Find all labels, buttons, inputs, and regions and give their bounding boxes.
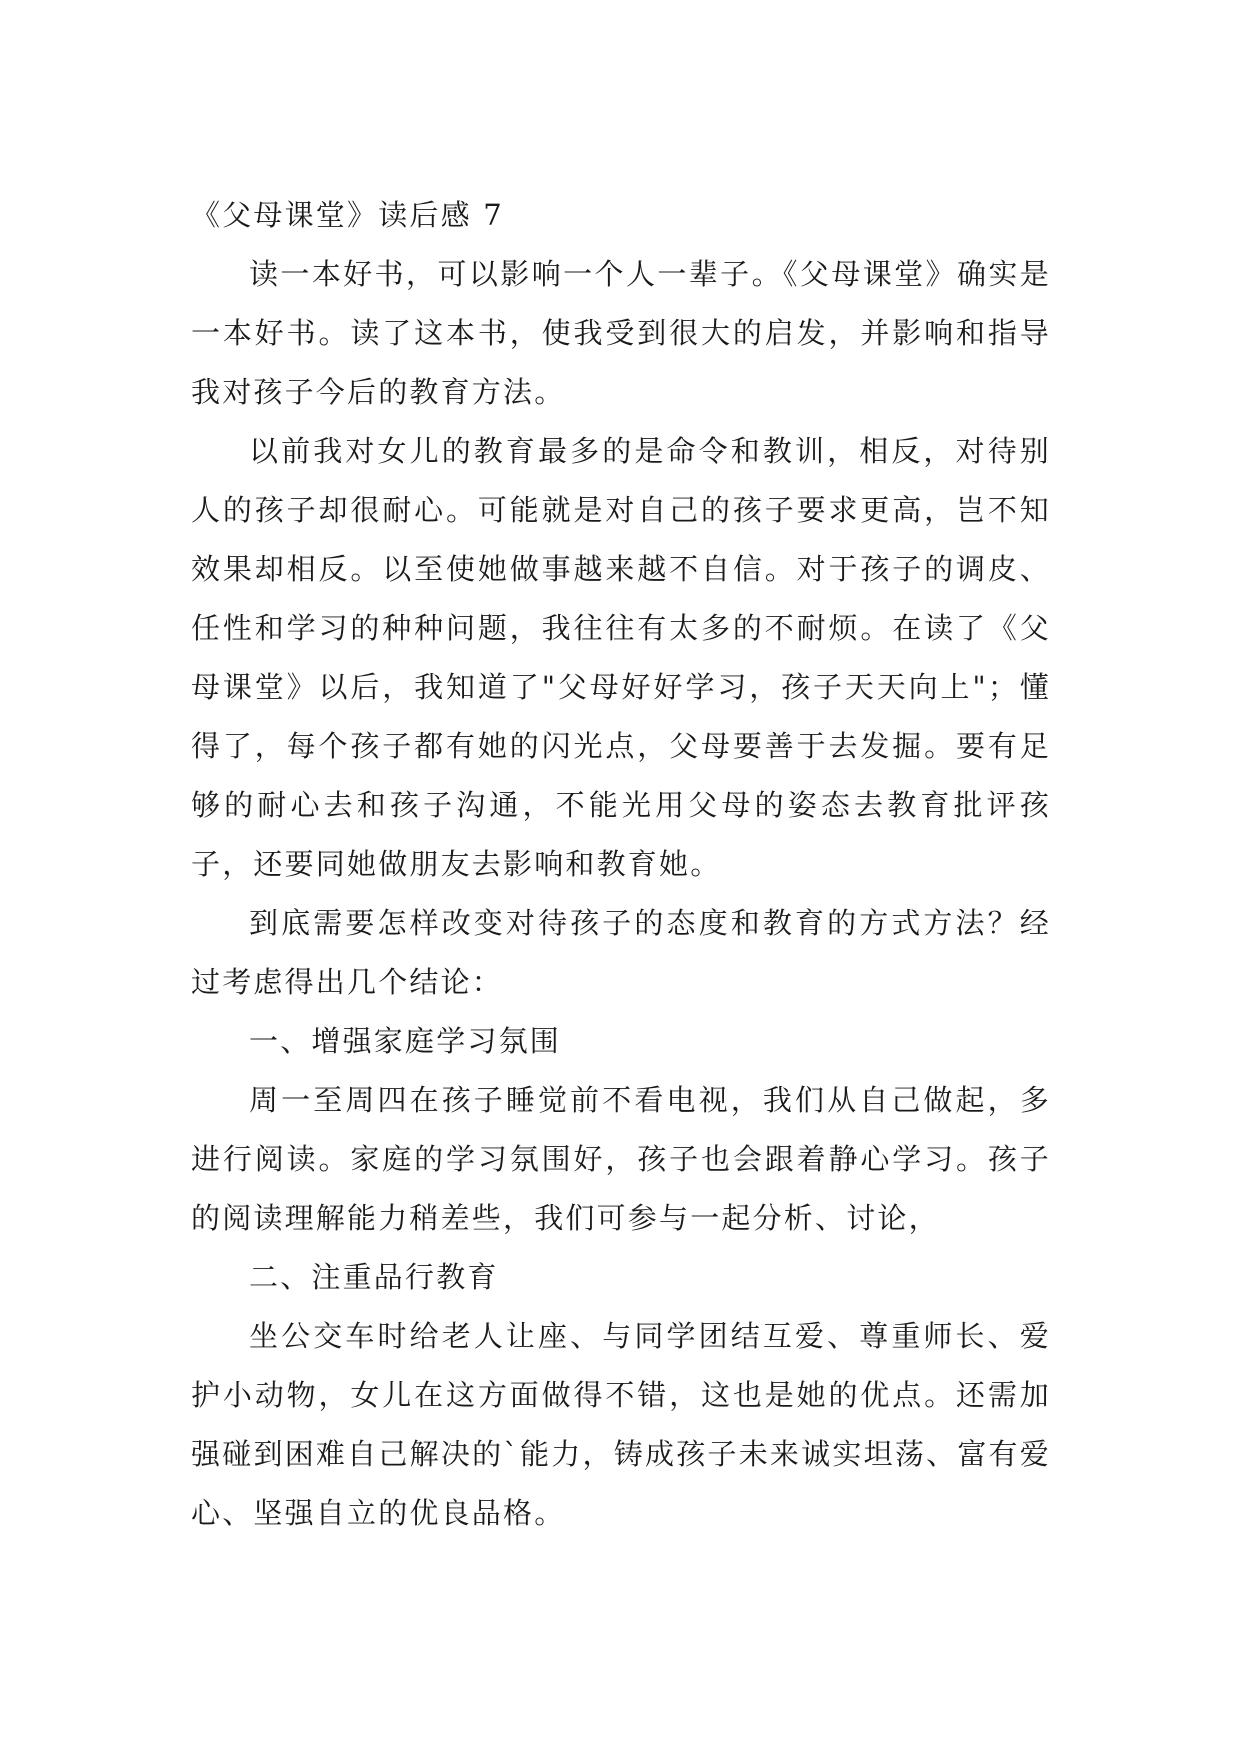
paragraph-reflection: 以前我对女儿的教育最多的是命令和教训，相反，对待别人的孩子却很耐心。可能就是对自己的孩子要求更高，岂不知效果却相反。以至使她做事越来越不自信。对于孩子的调皮、任性和学习的种种问题，我往往有太多的不耐烦。在读了《父母课堂》以后，我知道了"父母好好学习，孩子天天向上"；懂得了，每个孩子都有她的闪光点，父母要善于去发掘。要有足够的耐心去和孩子沟通，不能光用父母的姿态去教育批评孩子，还要同她做朋友去影响和教育她。 xyxy=(191,434,1051,881)
paragraph-section-1: 周一至周四在孩子睡觉前不看电视，我们从自己做起，多进行阅读。家庭的学习氛围好，孩子也会跟着静心学习。孩子的阅读理解能力稍差些，我们可参与一起分析、讨论， xyxy=(191,1083,1051,1235)
paragraph-section-2: 坐公交车时给老人让座、与同学团结互爱、尊重师长、爱护小动物，女儿在这方面做得不错，这也是她的优点。还需加强碰到困难自己解决的`能力，铸成孩子未来诚实坦荡、富有爱心、坚强自立的优良品格。 xyxy=(191,1319,1051,1530)
document-title: 《父母课堂》读后感 7 xyxy=(191,198,504,232)
paragraph-intro: 读一本好书，可以影响一个人一辈子。《父母课堂》确实是一本好书。读了这本书，使我受到很大的启发，并影响和指导我对孩子今后的教育方法。 xyxy=(191,257,1051,409)
document-body xyxy=(191,186,1051,1543)
section-heading-2: 二、注重品行教育 xyxy=(249,1260,499,1294)
section-heading-1: 一、增强家庭学习氛围 xyxy=(249,1024,562,1058)
paragraph-question: 到底需要怎样改变对待孩子的态度和教育的方式方法？经过考虑得出几个结论： xyxy=(191,906,1051,999)
